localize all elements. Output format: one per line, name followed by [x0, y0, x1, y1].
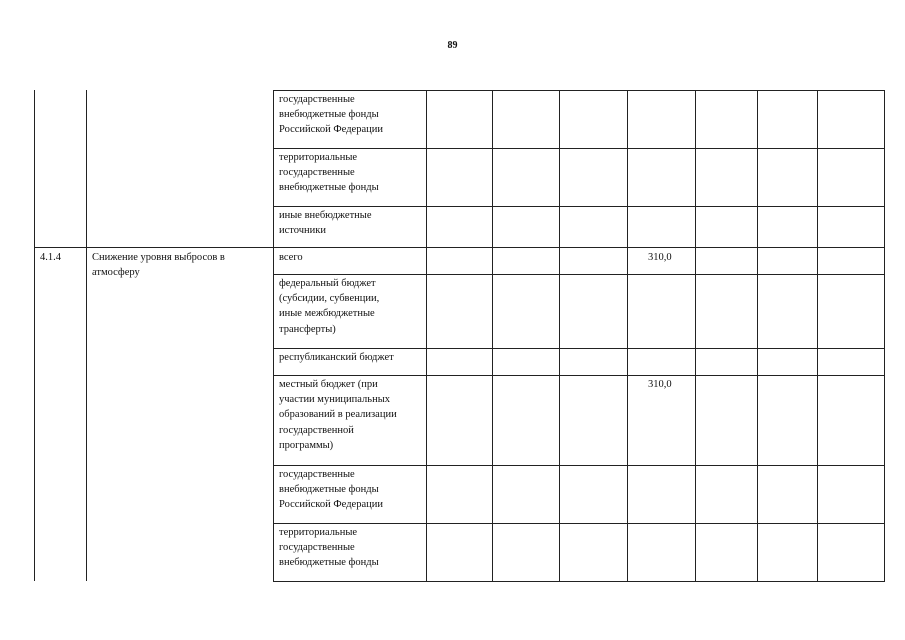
- funding-source: федеральный бюджет (субсидии, субвенции, иные межбюджетные трансферты): [279, 278, 380, 335]
- row-line: [273, 465, 885, 466]
- row-line: [273, 348, 885, 349]
- col-divider-code: [86, 90, 87, 581]
- row-line: [273, 523, 885, 524]
- row-line: [273, 206, 885, 207]
- col-divider-year-5: [757, 90, 758, 581]
- funding-source: всего: [279, 252, 303, 263]
- table-border-right: [884, 90, 885, 581]
- measure-name: Снижение уровня выбросов в атмосферу: [92, 252, 225, 279]
- funding-source: местный бюджет (при участии муниципальных образований в реализации государственной программы): [279, 379, 397, 451]
- col-divider-year-4: [695, 90, 696, 581]
- col-divider-year-2: [559, 90, 560, 581]
- col-divider-year-6: [817, 90, 818, 581]
- page-number: 89: [447, 40, 458, 51]
- funding-source: территориальные государственные внебюджетные фонды: [279, 527, 379, 569]
- funding-source: государственные внебюджетные фонды Российской Федерации: [279, 94, 383, 136]
- row-line: [273, 274, 885, 275]
- row-line: [273, 375, 885, 376]
- amount-value: 310,0: [648, 252, 672, 263]
- col-divider-name: [273, 90, 274, 581]
- row-line: [273, 148, 885, 149]
- measure-code: 4.1.4: [40, 252, 61, 263]
- col-divider-source: [426, 90, 427, 581]
- col-divider-year-1: [492, 90, 493, 581]
- funding-source: территориальные государственные внебюджетные фонды: [279, 152, 379, 194]
- funding-source: республиканский бюджет: [279, 352, 394, 363]
- table-border-left: [34, 90, 35, 581]
- col-divider-year-3: [627, 90, 628, 581]
- row-line-bottom: [273, 581, 885, 582]
- funding-source: иные внебюджетные источники: [279, 210, 372, 237]
- funding-source: государственные внебюджетные фонды Российской Федерации: [279, 469, 383, 511]
- amount-value: 310,0: [648, 379, 672, 390]
- row-line-group: [34, 247, 885, 248]
- row-line-top: [273, 90, 885, 91]
